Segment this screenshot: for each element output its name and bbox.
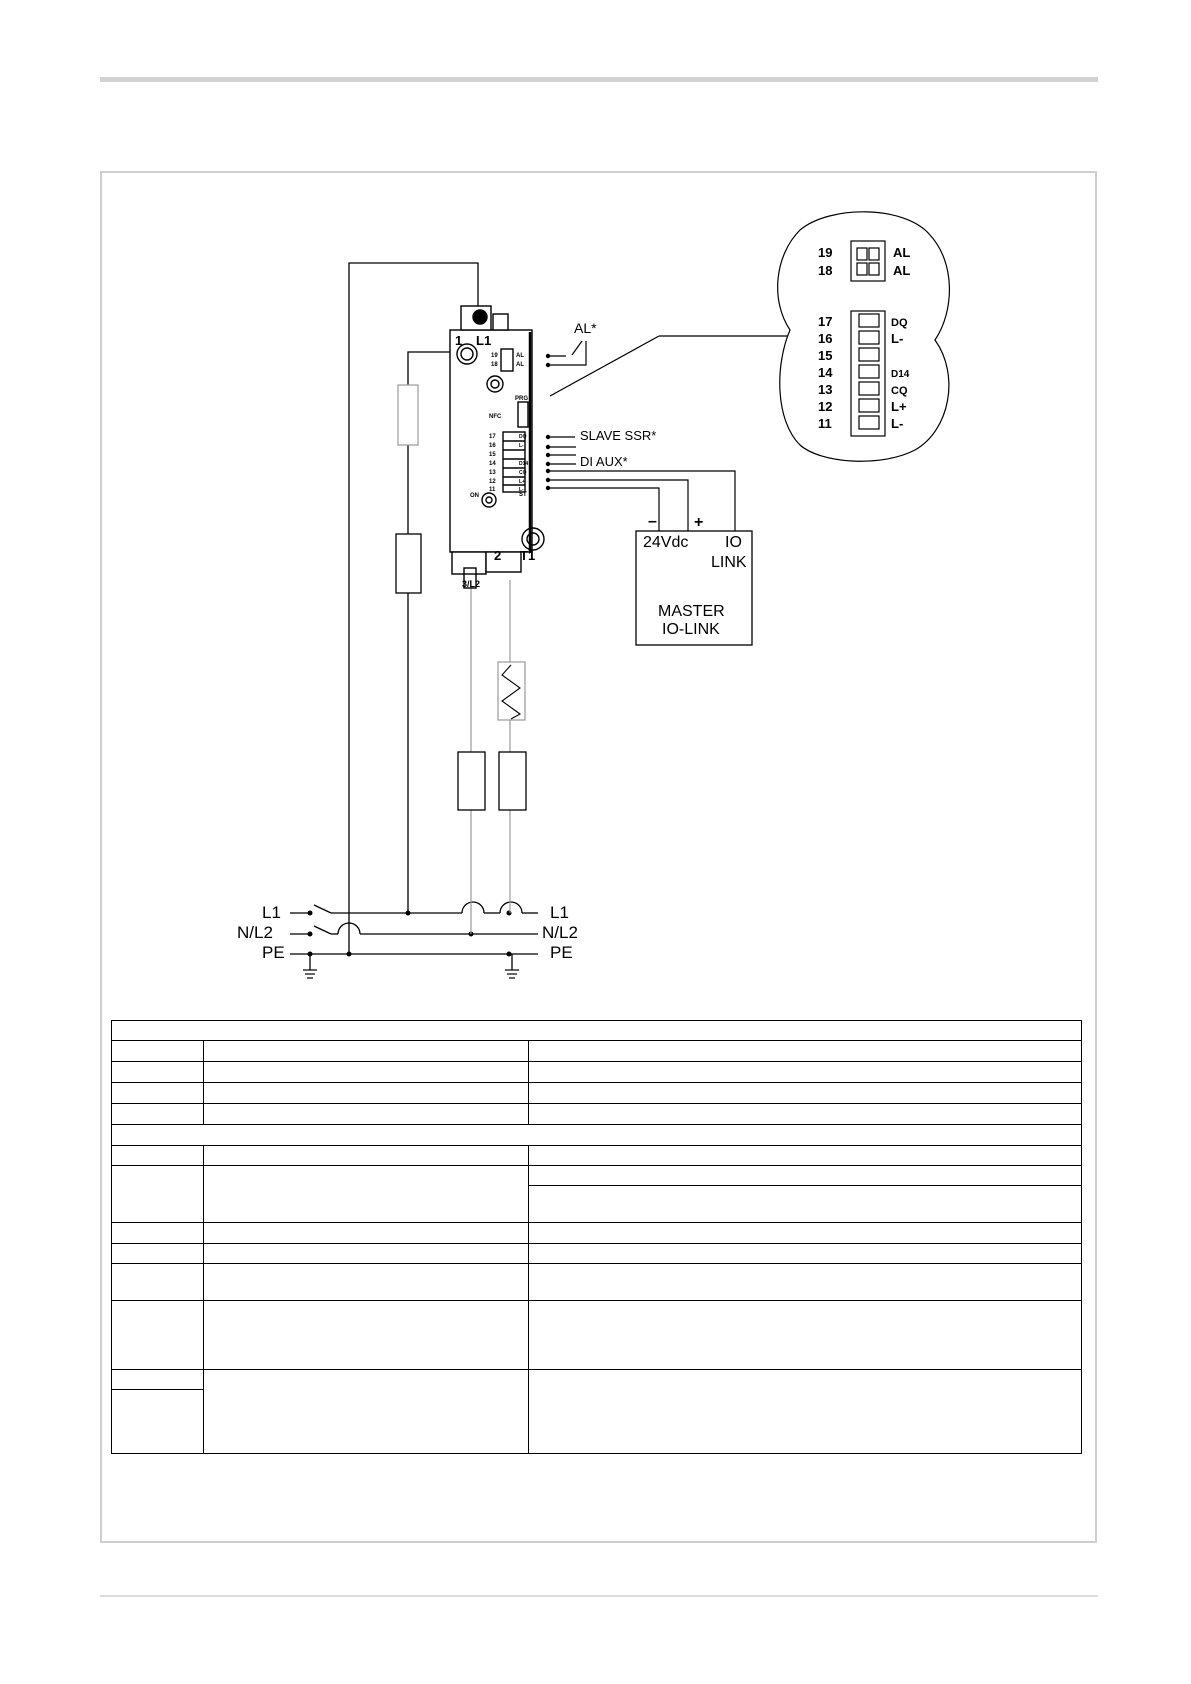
device-pin-19: 19 xyxy=(491,353,498,359)
device-prg-label: PRG xyxy=(515,396,529,402)
zoom-al-2: AL xyxy=(893,263,911,278)
zoom-pin-13: 13 xyxy=(818,382,833,397)
zoom-label-cq: CQ xyxy=(891,385,908,397)
zoom-pin-19: 19 xyxy=(818,245,833,260)
slave-ssr-label: SLAVE SSR* xyxy=(580,428,657,443)
table-cell xyxy=(529,1146,1082,1166)
master-24vdc: 24Vdc xyxy=(643,534,689,551)
table-cell xyxy=(112,1125,1082,1146)
table-cell xyxy=(529,1104,1082,1125)
supply-bus xyxy=(290,902,538,970)
table-row xyxy=(112,1223,1082,1244)
table-cell xyxy=(112,1264,204,1301)
terminal-l1-label: L1 xyxy=(476,333,492,348)
table-cell xyxy=(529,1301,1082,1370)
right-label-l1: L1 xyxy=(550,903,569,922)
zoom-label-dq: DQ xyxy=(891,317,908,329)
table-row xyxy=(112,1370,1082,1390)
zoom-pin-15: 15 xyxy=(818,348,833,363)
zoom-al-1: AL xyxy=(893,245,911,260)
zoom-label-l-minus-2: L- xyxy=(891,416,904,431)
device-nfc-label: NFC xyxy=(489,414,502,420)
right-label-pe: PE xyxy=(550,943,573,962)
table-row xyxy=(112,1244,1082,1264)
zoom-pin-17: 17 xyxy=(818,314,833,329)
table-cell xyxy=(204,1062,529,1083)
table-cell xyxy=(112,1146,204,1166)
fuse-ghost xyxy=(398,385,418,445)
master-io: IO xyxy=(725,534,742,551)
table-cell xyxy=(112,1301,204,1370)
table-row xyxy=(112,1125,1082,1146)
device-io-label-l-minus: L- xyxy=(519,443,524,449)
table-cell xyxy=(529,1041,1082,1062)
table-row xyxy=(112,1264,1082,1301)
device-io-pin-15: 15 xyxy=(489,452,496,458)
minus-label: – xyxy=(648,513,657,530)
heater-box xyxy=(498,662,525,720)
device-io-pin-17: 17 xyxy=(489,434,496,440)
table-cell xyxy=(112,1041,204,1062)
device-io-pin-13: 13 xyxy=(489,470,496,476)
master-name-1: MASTER xyxy=(658,603,725,620)
table-cell xyxy=(529,1186,1082,1223)
fuse-l1 xyxy=(396,534,421,593)
table-cell xyxy=(529,1244,1082,1264)
table-cell xyxy=(529,1083,1082,1104)
device-io-pin-16: 16 xyxy=(489,443,496,449)
table-cell xyxy=(204,1301,529,1370)
table-row xyxy=(112,1062,1082,1083)
zoom-pin-12: 12 xyxy=(818,399,833,414)
table-cell xyxy=(529,1370,1082,1454)
zoom-pin-18: 18 xyxy=(818,263,833,278)
earth-symbols xyxy=(303,970,519,978)
ssr-device xyxy=(450,306,544,588)
plus-label: + xyxy=(694,514,704,531)
table-row xyxy=(112,1301,1082,1370)
table-cell xyxy=(204,1041,529,1062)
table-cell xyxy=(112,1021,1082,1041)
terminal-1-label: 1 xyxy=(455,333,463,348)
table-row xyxy=(112,1104,1082,1125)
table-cell xyxy=(529,1264,1082,1301)
table-row xyxy=(112,1041,1082,1062)
table-cell xyxy=(112,1166,204,1223)
terminal-t1-label: T1 xyxy=(520,548,536,563)
table-cell xyxy=(204,1223,529,1244)
device-io-pin-14: 14 xyxy=(489,461,496,467)
master-name-2: IO-LINK xyxy=(662,621,720,638)
device-on-label: ON xyxy=(470,493,479,499)
device-pin-18: 18 xyxy=(491,362,498,368)
table-cell xyxy=(112,1083,204,1104)
al-label: AL* xyxy=(574,320,597,336)
device-io-label-l-plus: L+ xyxy=(519,479,525,485)
table-row xyxy=(112,1166,1082,1186)
table-cell xyxy=(112,1104,204,1125)
zoom-pin-11: 11 xyxy=(818,416,832,431)
device-pin-al-2: AL xyxy=(516,362,524,368)
table-cell xyxy=(204,1083,529,1104)
device-io-pin-12: 12 xyxy=(489,479,496,485)
zoom-label-l-minus: L- xyxy=(891,331,904,346)
table-cell xyxy=(112,1223,204,1244)
spec-table xyxy=(111,1020,1082,1454)
zoom-label-l-plus: L+ xyxy=(891,399,907,414)
zoom-label-d14: D14 xyxy=(891,369,910,380)
left-label-l1: L1 xyxy=(262,903,281,922)
zoom-connectors xyxy=(851,241,885,436)
master-link: LINK xyxy=(711,554,747,571)
device-io-pin-11: 11 xyxy=(489,487,496,493)
footer-rule xyxy=(100,1595,1098,1597)
device-pin-al-1: AL xyxy=(516,353,524,359)
table-cell xyxy=(112,1062,204,1083)
table-cell xyxy=(204,1264,529,1301)
control-dots xyxy=(546,354,550,490)
table-cell xyxy=(529,1166,1082,1186)
table-cell xyxy=(112,1370,204,1390)
fuse-load-right xyxy=(499,752,526,810)
device-st-label: ST xyxy=(519,492,527,498)
terminal-3l2-label: 3/L2 xyxy=(462,579,481,589)
table-cell xyxy=(204,1104,529,1125)
table-cell xyxy=(112,1244,204,1264)
table-row xyxy=(112,1146,1082,1166)
left-label-nl2: N/L2 xyxy=(237,923,273,942)
table-cell xyxy=(529,1062,1082,1083)
di-aux-label: DI AUX* xyxy=(580,454,628,469)
table-cell xyxy=(529,1223,1082,1244)
device-io-label-l-minus-2: L- xyxy=(519,487,524,493)
fuse-load-left xyxy=(458,752,485,810)
zoom-pin-16: 16 xyxy=(818,331,833,346)
device-io-label-d14: D14 xyxy=(519,461,529,467)
table-cell xyxy=(204,1244,529,1264)
table-row xyxy=(112,1021,1082,1041)
table-row xyxy=(112,1083,1082,1104)
table-cell xyxy=(112,1390,204,1454)
left-label-pe: PE xyxy=(262,943,285,962)
table-cell xyxy=(204,1146,529,1166)
device-io-label-cq: CQ xyxy=(519,470,527,476)
table-cell xyxy=(204,1370,529,1454)
terminal-2-label: 2 xyxy=(494,548,502,563)
zoom-pin-14: 14 xyxy=(818,365,833,380)
device-io-label-dq: DQ xyxy=(519,434,527,440)
table-cell xyxy=(204,1166,529,1223)
right-label-nl2: N/L2 xyxy=(542,923,578,942)
